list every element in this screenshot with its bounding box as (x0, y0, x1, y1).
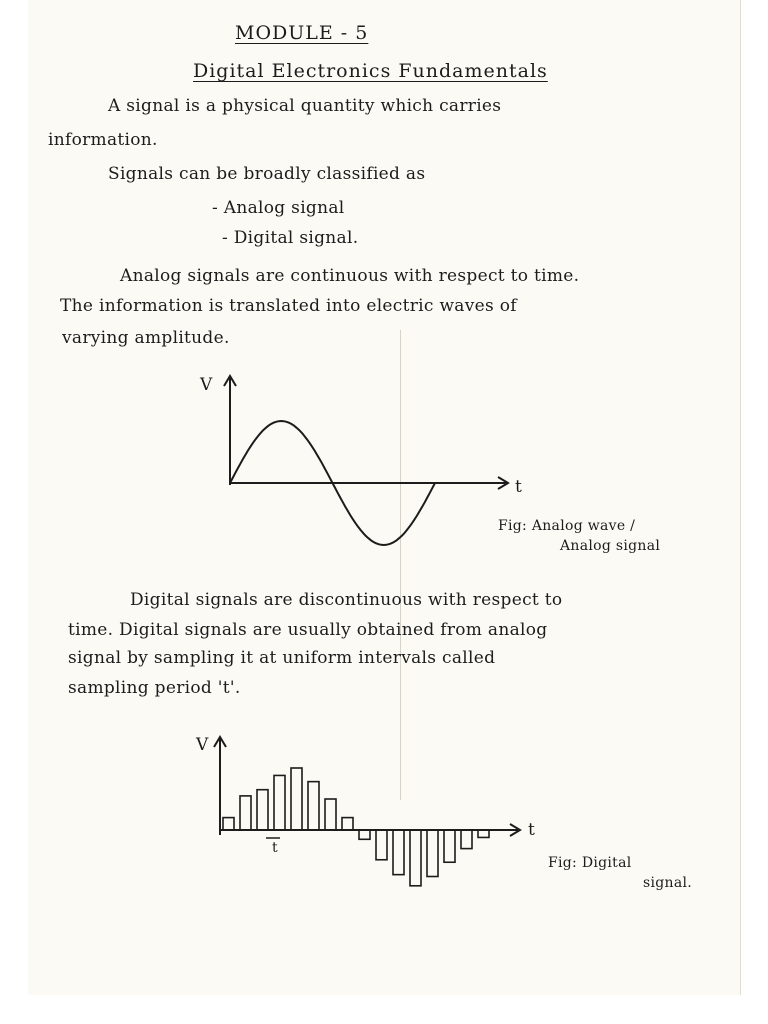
analog-caption-line-1: Fig: Analog wave / (498, 518, 636, 534)
digital-signal-figure (190, 725, 540, 895)
sample-bar (478, 830, 489, 837)
sample-bar (308, 782, 319, 830)
digital-y-label: V (196, 735, 209, 755)
sample-bar (291, 768, 302, 830)
sample-bar (223, 818, 234, 830)
analog-y-label: V (200, 375, 213, 395)
intro-line-2: information. (48, 130, 158, 150)
intro-line-1: A signal is a physical quantity which carries (108, 96, 502, 116)
digital-paragraph-line-4: sampling period 't'. (68, 678, 241, 698)
classification-item: - Analog signal (212, 198, 345, 218)
digital-paragraph-line-2: time. Digital signals are usually obtained from analog (68, 620, 548, 640)
sample-bar (240, 796, 251, 830)
digital-caption-line-1: Fig: Digital (548, 855, 632, 871)
digital-caption-line-2: signal. (643, 875, 693, 891)
sample-bar (342, 818, 353, 830)
digital-x-label: t (528, 820, 536, 840)
digital-paragraph-line-3: signal by sampling it at uniform intervals called (68, 648, 496, 668)
sample-bar (393, 830, 404, 875)
sample-bar (274, 775, 285, 830)
sample-bar (325, 799, 336, 830)
analog-x-label: t (515, 477, 523, 497)
sample-bar (359, 830, 370, 839)
analog-wave-figure (190, 370, 523, 550)
analog-paragraph-line-1: Analog signals are continuous with respect to time. (120, 266, 580, 286)
interval-label: t (272, 840, 278, 856)
sample-bar (410, 830, 421, 886)
sample-bar (376, 830, 387, 860)
classification-line: Signals can be broadly classified as (108, 164, 426, 184)
page-subtitle: Digital Electronics Fundamentals (193, 60, 548, 82)
sample-bar (257, 790, 268, 830)
analog-paragraph-line-3: varying amplitude. (62, 328, 230, 348)
analog-caption-line-2: Analog signal (560, 538, 661, 554)
sample-bar (461, 830, 472, 849)
classification-item: - Digital signal. (222, 228, 359, 248)
module-title: MODULE - 5 (235, 22, 369, 44)
sample-bar (444, 830, 455, 862)
digital-paragraph-line-1: Digital signals are discontinuous with respect to (130, 590, 563, 610)
analog-paragraph-line-2: The information is translated into electric waves of (60, 296, 517, 316)
sample-bar (427, 830, 438, 877)
